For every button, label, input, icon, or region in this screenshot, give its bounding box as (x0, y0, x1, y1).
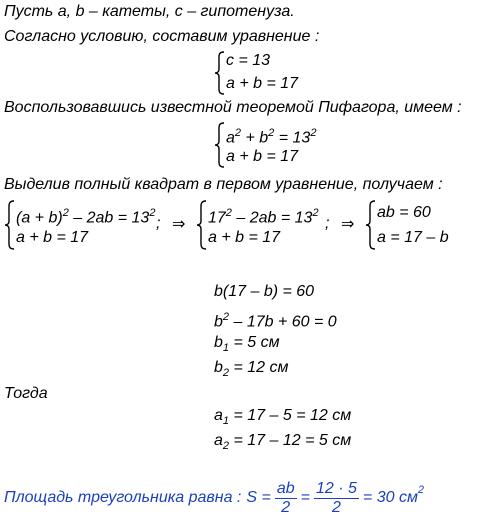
system-substituted (196, 199, 321, 251)
brace-icon (214, 121, 226, 169)
system-pythagoras-row-2: a + b = 17 (226, 148, 299, 165)
solve-line-4: $b_2 = 12$ см (214, 359, 289, 380)
area-fraction-2-numerator: 12 · 5 (315, 479, 357, 497)
area-result: = 30 см (362, 489, 418, 506)
brace-icon (214, 50, 226, 96)
system-result-row-2: a = 17 – b (377, 229, 449, 246)
solve-line-1: b(17 – b) = 60 (214, 283, 315, 300)
square-line: Выделив полный квадрат в первом уравнение, получаем : (4, 176, 443, 193)
then-label: Тогда (4, 385, 48, 402)
area-fraction-1-numerator: ab (276, 479, 295, 497)
system-substituted-row-2: a + b = 17 (208, 229, 281, 246)
brace-icon (196, 199, 208, 251)
implies-arrow-icon: ⇒ (341, 216, 355, 233)
intro-line-1: Пусть a, b – катеты, c – гипотенуза. (4, 3, 295, 20)
intro-line-2: Согласно условию, составим уравнение : (4, 28, 320, 45)
area-equals: = (300, 489, 310, 506)
system-given-row-2: a + b = 17 (226, 75, 299, 92)
area-line (4, 476, 424, 520)
implies-arrow-icon: ⇒ (172, 216, 186, 233)
brace-icon (365, 199, 377, 251)
answer-line-2: $a_2 = 17 - 12 = 5$ см (214, 432, 352, 453)
solve-line-3: $b_1 = 5$ см (214, 334, 280, 355)
system-square (4, 199, 154, 251)
area-fraction-1-denominator: 2 (281, 498, 291, 516)
brace-icon (4, 199, 16, 251)
system-pythagoras (214, 121, 354, 169)
system-result (365, 199, 480, 251)
area-s: S = (246, 489, 271, 506)
system-substituted-row-1: $17^2 - 2ab = 13^2$ (208, 207, 319, 227)
semicolon-2: ; (325, 215, 330, 232)
area-fraction-2-denominator: 2 (331, 498, 341, 516)
system-pythagoras-row-1: $a^2 + b^2 = 13^2$ (226, 127, 317, 147)
system-given-row-1: c = 13 (226, 52, 271, 69)
system-given (214, 50, 334, 96)
area-label: Площадь треугольника равна : (4, 489, 242, 506)
system-result-row-1: ab = 60 (377, 204, 431, 221)
area-fraction-2 (314, 480, 359, 517)
semicolon-1: ; (156, 215, 161, 232)
solve-line-2: $b^2 - 17b + 60 = 0$ (214, 311, 337, 331)
answer-line-1: $a_1 = 17 - 5 = 12$ см (214, 407, 352, 428)
system-square-row-1: $(a + b)^2 - 2ab = 13^2$ (16, 207, 156, 227)
system-square-row-2: a + b = 17 (16, 229, 89, 246)
pythagoras-line: Воспользовавшись известной теоремой Пифагора, имеем : (4, 99, 462, 116)
area-fraction-1 (275, 480, 297, 517)
area-result-square: 2 (417, 484, 425, 496)
